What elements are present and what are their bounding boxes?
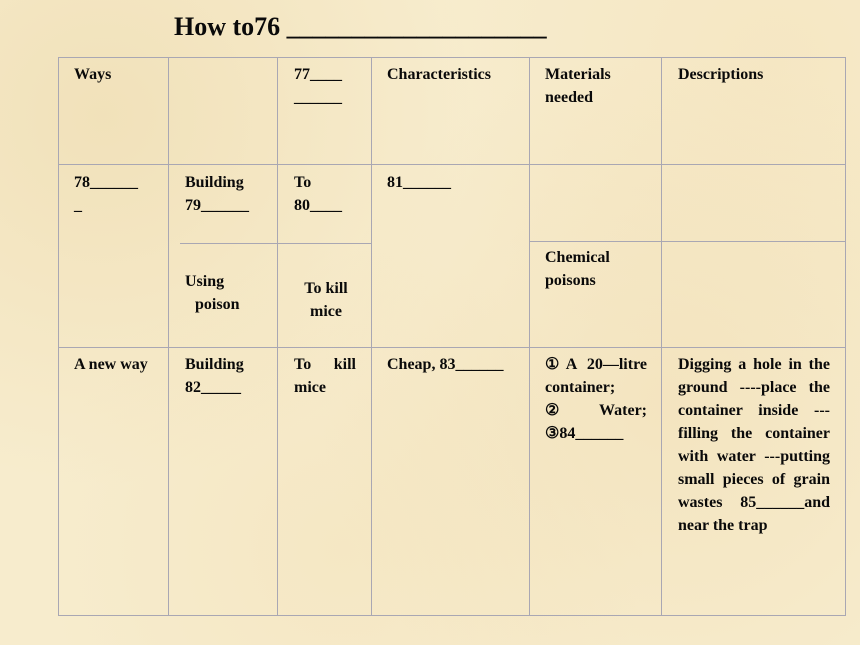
header-77-line2: ______ — [294, 89, 342, 106]
header-materials-text: Materials needed — [545, 66, 611, 106]
row2-descriptions — [678, 353, 830, 537]
row2-building-text: Building 82_____ — [185, 356, 244, 396]
row1-chemical-poisons — [545, 246, 645, 292]
row2-building — [185, 353, 267, 399]
row1-characteristics — [387, 171, 507, 194]
row2-materials-text: ①A 20—litre container; ②Water; ③84______ — [545, 356, 647, 442]
header-77-line1: 77____ — [294, 66, 342, 83]
header-characteristics — [387, 63, 527, 86]
table-subrow-divider — [180, 243, 372, 244]
table-row-divider — [58, 347, 846, 348]
row1-kill-mice — [291, 277, 361, 323]
table-border-top — [58, 57, 846, 58]
row1-chemical-text: Chemical poisons — [545, 249, 610, 289]
table-column-divider — [661, 57, 662, 616]
table-border-right — [845, 57, 846, 616]
row2-descriptions-text: Digging a hole in the ground ----place the container inside ---filling the container with water ---putting small pieces of grain wastes 85______and near the trap — [678, 356, 830, 534]
table-row-divider — [58, 164, 846, 165]
row1-building — [185, 171, 267, 217]
row1-kill-text: To kill — [304, 280, 348, 297]
header-descriptions-text: Descriptions — [678, 66, 764, 83]
row2-ways-text: A new way — [74, 356, 148, 373]
header-ways — [74, 63, 164, 86]
row2-purpose — [294, 353, 356, 399]
row1-ways-line2: _ — [74, 197, 82, 214]
table-border-bottom — [58, 615, 846, 616]
row1-using-poison — [185, 270, 255, 316]
row1-mice-text: mice — [310, 303, 342, 320]
header-ways-text: Ways — [74, 66, 112, 83]
row2-ways — [74, 353, 154, 376]
table-column-divider — [168, 57, 169, 616]
row1-building-text: Building 79______ — [185, 174, 249, 214]
table-subrow-divider — [529, 241, 846, 242]
row2-materials — [545, 353, 647, 445]
header-descriptions — [678, 63, 828, 86]
row2-characteristics-text: Cheap, 83______ — [387, 356, 504, 373]
row2-characteristics — [387, 353, 507, 376]
row2-purpose-text: To kill mice — [294, 356, 356, 396]
header-77 — [294, 63, 366, 109]
row1-characteristics-text: 81______ — [387, 174, 451, 191]
row1-using-text: Using — [185, 273, 225, 290]
table-column-divider — [371, 57, 372, 616]
row1-purpose — [294, 171, 360, 217]
page-title: How to76 ____________________ — [174, 12, 547, 41]
table-border-left — [58, 57, 59, 616]
header-characteristics-text: Characteristics — [387, 66, 491, 83]
row1-poison-text: poison — [195, 296, 240, 313]
row1-ways — [74, 171, 162, 217]
header-materials — [545, 63, 645, 109]
row1-purpose-text: To 80____ — [294, 174, 342, 214]
table-column-divider — [529, 57, 530, 616]
row1-ways-line1: 78______ — [74, 174, 138, 191]
table-column-divider — [277, 57, 278, 616]
